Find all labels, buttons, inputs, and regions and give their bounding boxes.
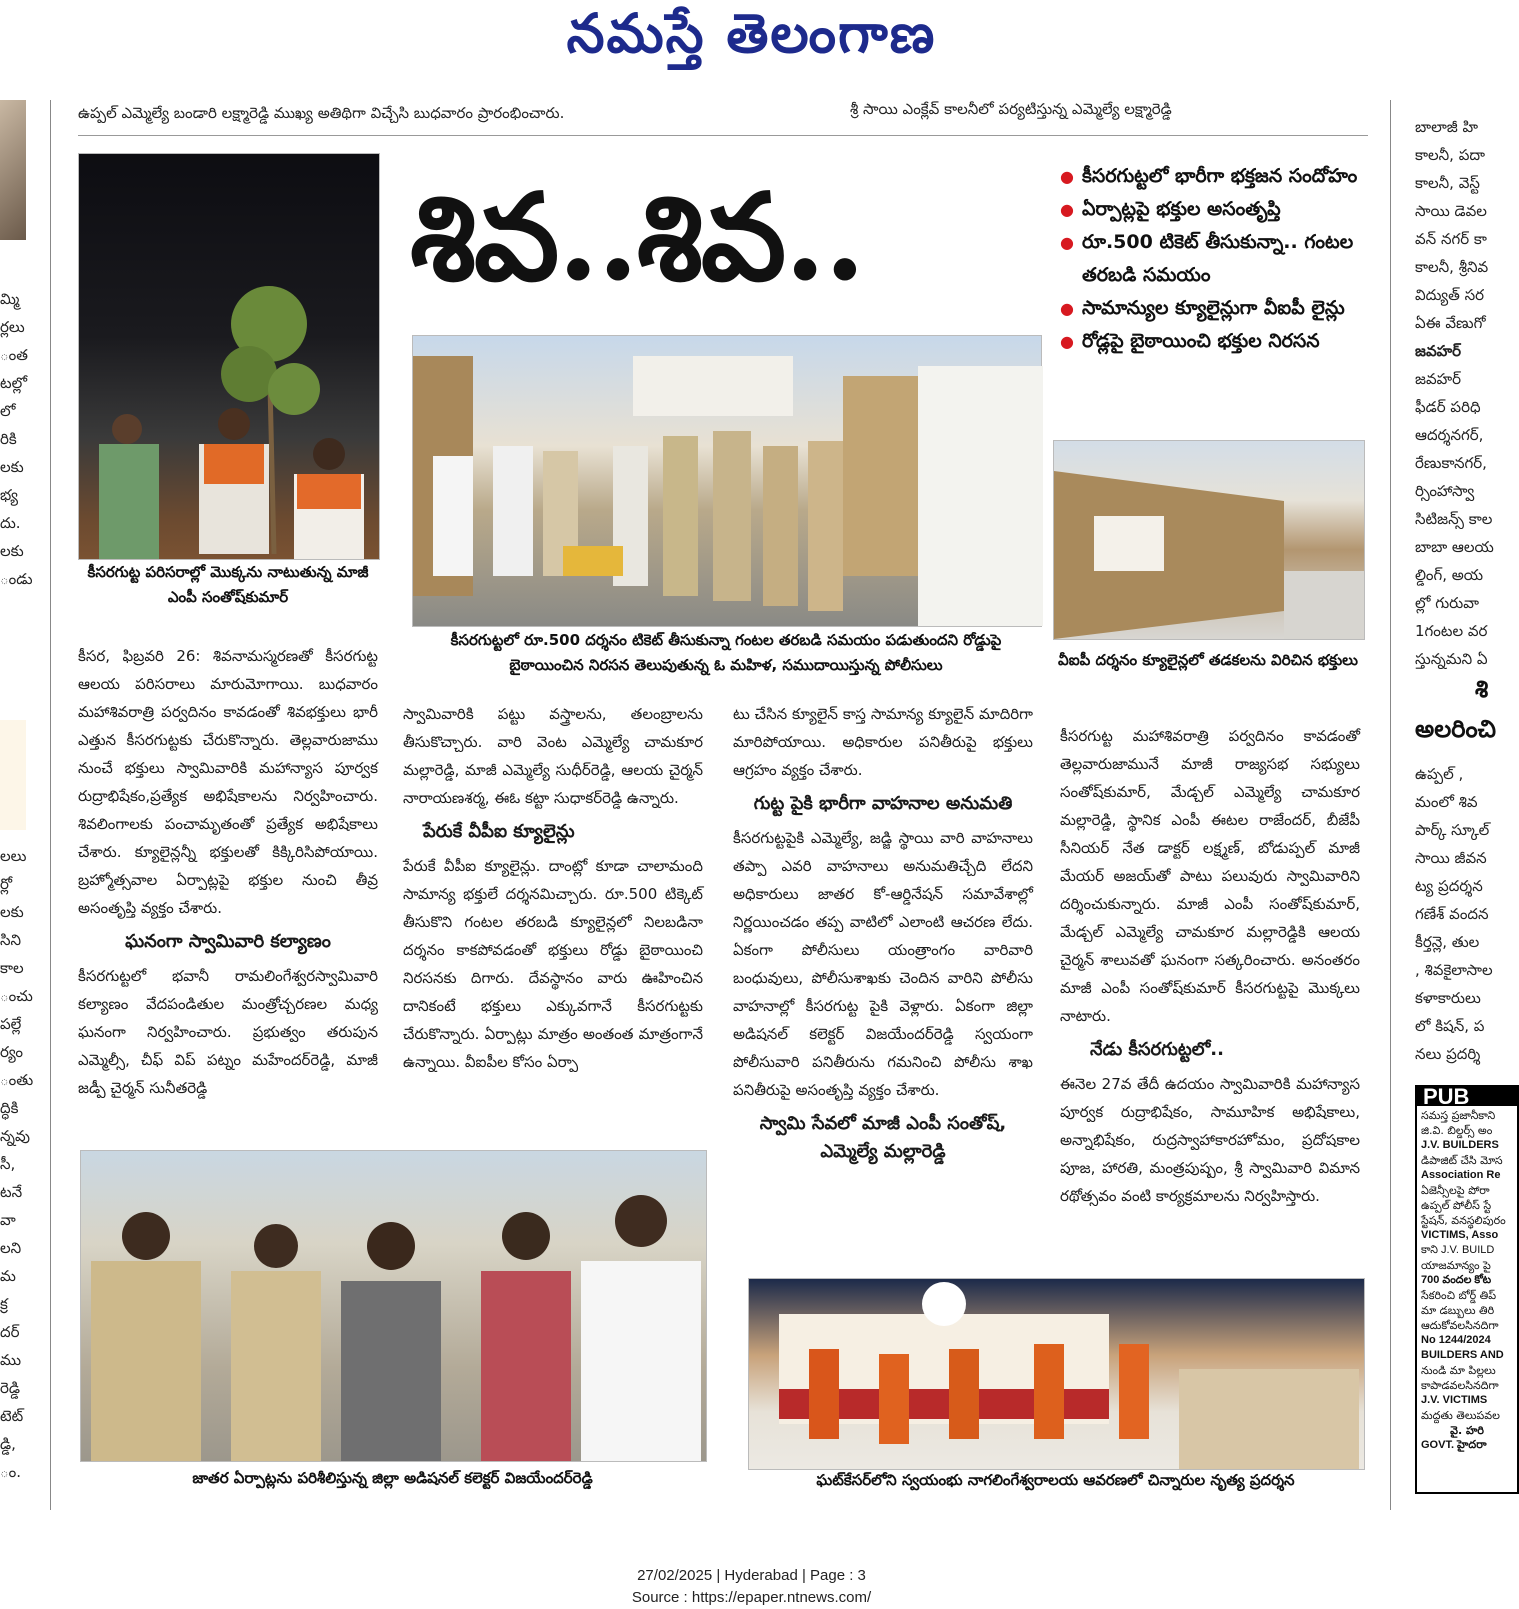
protest-photo xyxy=(412,335,1042,627)
article-paragraph: కీసరగుట్టపైకి ఎమ్మెల్యే, జడ్జి స్థాయి వారి వాహనాలు తప్పా ఎవరి వాహనాలు అనుమతిచ్చేది లేదని అధికారులు జాతర కో-ఆర్డినేషన్ సమావేశాల్లో నిర్ణయించడం తప్ప వాటిలో ఎలాంటి ఆచరణ లేదు. ఏకంగా పోలీసులు యంత్రాంగం వారివారి బంధువులు, పోలీసుశాఖకు చెందిన వారిని పోలీసు వాహనాల్లో కీసరగుట్ట పైకి వెళ్లారు. ఏకంగా జిల్లా అడిషనల్ కలెక్టర్ విజయేందర్‌రెడ్డి స్వయంగా పోలీసువారి పనితీరును గమనించి పోలీసు శాఖ పనితీరుపై అసంతృప్తి వ్యక్తం చేశారు. xyxy=(733,829,1033,1099)
highlight-bullets xyxy=(1060,160,1385,358)
left-edge-image xyxy=(0,100,26,240)
right-edge-text-2: ఉప్పల్ , మంలో శివ పార్క్ స్కూల్ సాయి జీవన ట్య ప్రదర్శన గణేశ్ వందన కీర్తన్లె, తుల , శివకైలాసాల కళాకారులు లో కిషన్, ప నలు ప్రదర్శి xyxy=(1415,765,1493,1063)
subhead-kalyanam: ఘనంగా స్వామివారి కల్యాణం xyxy=(125,931,331,952)
tree-planting-photo xyxy=(78,153,380,560)
protest-caption: కీసరగుట్టలో రూ.500 దర్శనం టికెట్ తీసుకున్నా గంటల తరబడి సమయం పడుతుందని రోడ్డుపై బైఠాయించిన నిరసన తెలుపుతున్న ఓ మహిళ, సముదాయిస్తున్న పోలీసులు xyxy=(450,631,1002,674)
footer-date-line: 27/02/2025 | Hyderabad | Page : 3 xyxy=(637,1567,866,1584)
article-column-2 xyxy=(403,700,703,1132)
column-rule-right xyxy=(1390,100,1391,1510)
tree-planting-caption: కీసరగుట్ట పరిసరాల్లో మొక్కను నాటుతున్న మాజీ ఎంపీ సంతోష్‌కుమార్ xyxy=(87,563,369,606)
officials-photo xyxy=(80,1150,707,1462)
right-edge-text: బాలాజీ హి కాలనీ, పదా కాలనీ, వెస్ట్ సాయి డెవల వన్ నగర్ కా కాలనీ, శ్రీనివ విద్యుత్ సర ఏఈ వేణుగో జవహర్ జవహర్ ఫీడర్ పరిధి ఆదర్శనగర్, రేణుకానగర్, ర్సింహాస్వా సిటిజన్స్ కాల బాబా ఆలయ ల్డింగ్, అయ ల్లో గురువా 1గంటల వర స్తున్నమని ఏ xyxy=(1415,118,1494,668)
public-notice-title: PUB xyxy=(1417,1087,1517,1106)
left-edge-text: మ్మి ర్లలు ంత టల్లో లో రికి లకు భ్య దు. లకు ండు xyxy=(0,290,33,588)
protest-illustration xyxy=(413,336,1041,626)
masthead: నమస్తే తెలంగాణ xyxy=(566,1,937,65)
public-notice xyxy=(1415,1085,1519,1494)
left-edge-text-2: లలు ర్లో లకు సిని కాల ంచు పల్లే ర్యం ంతు ద్ధికి న్నవు సీ, టనే వా లని మ క్ర దర్ ము రెడ్డి టెట్ డ్డి, ం. xyxy=(0,847,34,1481)
officials-caption: జాతర ఏర్పాట్లను పరిశీలిస్తున్న జిల్లా అడిషనల్ కలెక్టర్ విజయేందర్‌రెడ్డి xyxy=(192,1469,593,1487)
dance-caption: ఘట్‌కేసర్‌లోని స్వయంభు నాగలింగేశ్వరాలయ ఆవరణలో చిన్నారుల నృత్య ప్రదర్శన xyxy=(816,1471,1295,1489)
headline: శివ..శివ.. xyxy=(410,167,864,308)
officials-illustration xyxy=(81,1151,706,1461)
article-column-4 xyxy=(1060,722,1360,1267)
bullet-item: ● కీసరగుట్టలో భారీగా భక్తజన సందోహం xyxy=(1060,160,1385,193)
subhead-former-mp: స్వామి సేవలో మాజీ ఎంపీ సంతోష్, ఎమ్మెల్యే మల్లారెడ్డి xyxy=(759,1113,1007,1162)
article-column-1 xyxy=(78,642,378,1132)
footer-source-link[interactable]: Source : https://epaper.ntnews.com/ xyxy=(631,1589,872,1606)
bullet-item: ● రూ.500 టికెట్ తీసుకున్నా.. గంటల తరబడి సమయం xyxy=(1060,226,1385,292)
article-paragraph: ఈనెల 27వ తేదీ ఉదయం స్వామివారికి మహాన్యాస పూర్వక రుద్రాభిషేకం, సామూహిక అభిషేకాలు, అన్నాభిషేకం, రుద్రస్వాహాకారహోమం, ప్రదోషకాల పూజ, హారతి, మంత్రపుష్పం, శ్రీ స్వామివారి విమాన రథోత్సవం వంటి కార్యక్రమాలను నిర్వహిస్తారు. xyxy=(1060,1075,1360,1205)
broken-fence-photo xyxy=(1053,440,1365,640)
dance-illustration xyxy=(749,1279,1364,1469)
top-right-caption: శ్రీ సాయి ఎంక్లేవ్ కాలనీలో పర్యటిస్తున్న ఎమ్మెల్యే లక్ష్మారెడ్డి xyxy=(850,100,1172,118)
tree-planting-illustration xyxy=(79,154,379,559)
broken-fence-illustration xyxy=(1054,441,1364,639)
bullet-item: ● రోడ్లపై బైఠాయించి భక్తుల నిరసన xyxy=(1060,325,1385,358)
dance-photo xyxy=(748,1278,1365,1470)
right-edge-head-1: శి xyxy=(1475,675,1489,703)
subhead-today: నేడు కీసరగుట్టలో.. xyxy=(1090,1039,1224,1060)
public-notice-body: సమస్త ప్రజానీకాని జి.వి. బిల్డర్స్ అం J.V. BUILDERS డిపాజిట్ చేసి మోస Association Re ఏజెన్సీలపై పోరా ఉప్పల్ పోలీస్ స్టే స్టేషన్, వనస్థలిపురం VICTIMS, Asso కాని J.V. BUILD యాజమాన్యం పై 700 వందల కోట సేకరించి బోర్డ్ తిప్ మా డబ్బులు తిరి ఆదుకోవలసినదిగా No 1244/2024 BUILDERS AND నుండి మా పిల్లలు కాపాడవలసినదిగా J.V. VICTIMS మద్దతు తెలుపవల వై. హరి GOVT. హైదరా xyxy=(1421,1109,1506,1451)
article-paragraph: కీసరగుట్ట మహాశివరాత్రి పర్వదినం కావడంతో తెల్లవారుజామునే మాజీ రాజ్యసభ సభ్యులు సంతోష్‌కుమార్, మేడ్చల్ ఎమ్మెల్యే చామకూర మల్లారెడ్డి, స్థానిక ఎంపీ ఈటల రాజేందర్, బీజేపీ సీనియర్ నేత డాక్టర్ లక్ష్మణ్, బోడుప్పల్ మాజీ మేయర్ అజయ్‌తో పాటు పలువురు స్వామివారిని దర్శించుకున్నారు. మాజీ ఎంపీ సంతోష్‌కుమార్, మేడ్చల్ ఎమ్మెల్యే చామకూర మల్లారెడ్డికి ఆలయ చైర్మన్ శాలువతో ఘనంగా సత్కరించారు. అనంతరం మాజీ ఎంపీ సంతోష్‌కుమార్ కీసరగుట్టపై మొక్కలు నాటారు. xyxy=(1060,727,1360,1025)
article-paragraph: స్వామివారికి పట్టు వస్త్రాలను, తలంబ్రాలను తీసుకొచ్చారు. వారి వెంట ఎమ్మెల్యే చామకూర మల్లారెడ్డి, మాజీ ఎమ్మెల్యే సుధీర్‌రెడ్డి, ఆలయ చైర్మన్ నారాయణశర్మ, ఈఓ కట్టా సుధాకర్‌రెడ్డి ఉన్నారు. xyxy=(403,705,703,807)
top-left-caption: ఉప్పల్ ఎమ్మెల్యే బండారి లక్ష్మారెడ్డి ముఖ్య అతిథిగా విచ్చేసి బుధవారం ప్రారంభించారు. xyxy=(78,104,565,122)
article-intro: కీసర, ఫిబ్రవరి 26: శివనామస్మరణతో కీసరగుట్ట ఆలయ పరిసరాలు మారుమోగాయి. బుధవారం మహాశివరాత్రి పర్వదినం కావడంతో శివభక్తులు భారీ ఎత్తున కీసరగుట్టకు చేరుకొన్నారు. తెల్లవారుజాము నుంచే భక్తులు స్వామివారికి మహాన్యాస పూర్వక రుద్రాభిషేకం,ప్రత్యేక అభిషేకాలను నిర్వహించారు. శివలింగాలకు పంచామృతంతో ప్రత్యేక అభిషేకాలు చేశారు. క్యూలైన్లన్నీ భక్తులతో కిక్కిరిసిపోయాయి. బ్రహ్మోత్సవాల ఏర్పాట్లపై భక్తుల నుంచి తీవ్ర అసంతృప్తి వ్యక్తం చేశారు. xyxy=(78,647,378,917)
top-divider xyxy=(78,135,1368,136)
bullet-item: ● ఏర్పాట్లపై భక్తుల అసంతృప్తి xyxy=(1060,193,1385,226)
article-paragraph: కీసరగుట్టలో భవానీ రామలింగేశ్వరస్వామివారి కల్యాణం వేదపండితుల మంత్రోచ్చరణల మధ్య ఘనంగా నిర్వహించారు. ప్రభుత్వం తరుపున ఎమ్మెల్సీ, చీఫ్ విప్ పట్నం మహేందర్‌రెడ్డి, మాజీ జడ్పీ చైర్మన్ సునీతరెడ్డి xyxy=(78,967,378,1097)
right-edge-head-2: అలరించి xyxy=(1415,715,1496,743)
subhead-vip-queue: పేరుకే వీపీఐ క్యూలైన్లు xyxy=(423,821,575,842)
page-footer xyxy=(0,1565,1503,1609)
bullet-item: ● సామాన్యుల క్యూలైన్లుగా వీఐపీ లైన్లు xyxy=(1060,292,1385,325)
article-paragraph: పేరుకే వీపీఐ క్యూలైన్లు. దాంట్లో కూడా చాలామంది సామాన్య భక్తులే దర్శనమిచ్చారు. రూ.500 టిక్కెట్ తీసుకొని గంటల తరబడి క్యూలైన్లలో నిలబడినా దర్శనం కాకపోవడంతో భక్తులు రోడ్డు బైఠాయించి నిరసనకు దిగారు. దేవస్థానం వారు ఊహించిన దానికంటే భక్తులు ఎక్కువగానే కీసరగుట్టకు చేరుకొన్నారు. ఏర్పాట్లు మాత్రం అంతంత మాత్రంగానే ఉన్నాయి. వీఐపీల కోసం ఏర్పా xyxy=(403,857,703,1071)
left-edge-box xyxy=(0,720,26,830)
article-column-3 xyxy=(733,700,1033,1265)
column-rule-left xyxy=(50,100,51,1510)
broken-fence-caption: వీఐపీ దర్శనం క్యూలైన్లలో తడకలను విరిచిన భక్తులు xyxy=(1058,651,1358,669)
subhead-vehicles: గుట్ట పైకి భారీగా వాహనాల అనుమతి xyxy=(753,793,1013,814)
article-paragraph: టు చేసిన క్యూలైన్ కాస్త సామాన్య క్యూలైన్ మాదిరిగా మారిపోయాయి. అధికారుల పనితీరుపై భక్తులు ఆగ్రహం వ్యక్తం చేశారు. xyxy=(733,705,1033,779)
